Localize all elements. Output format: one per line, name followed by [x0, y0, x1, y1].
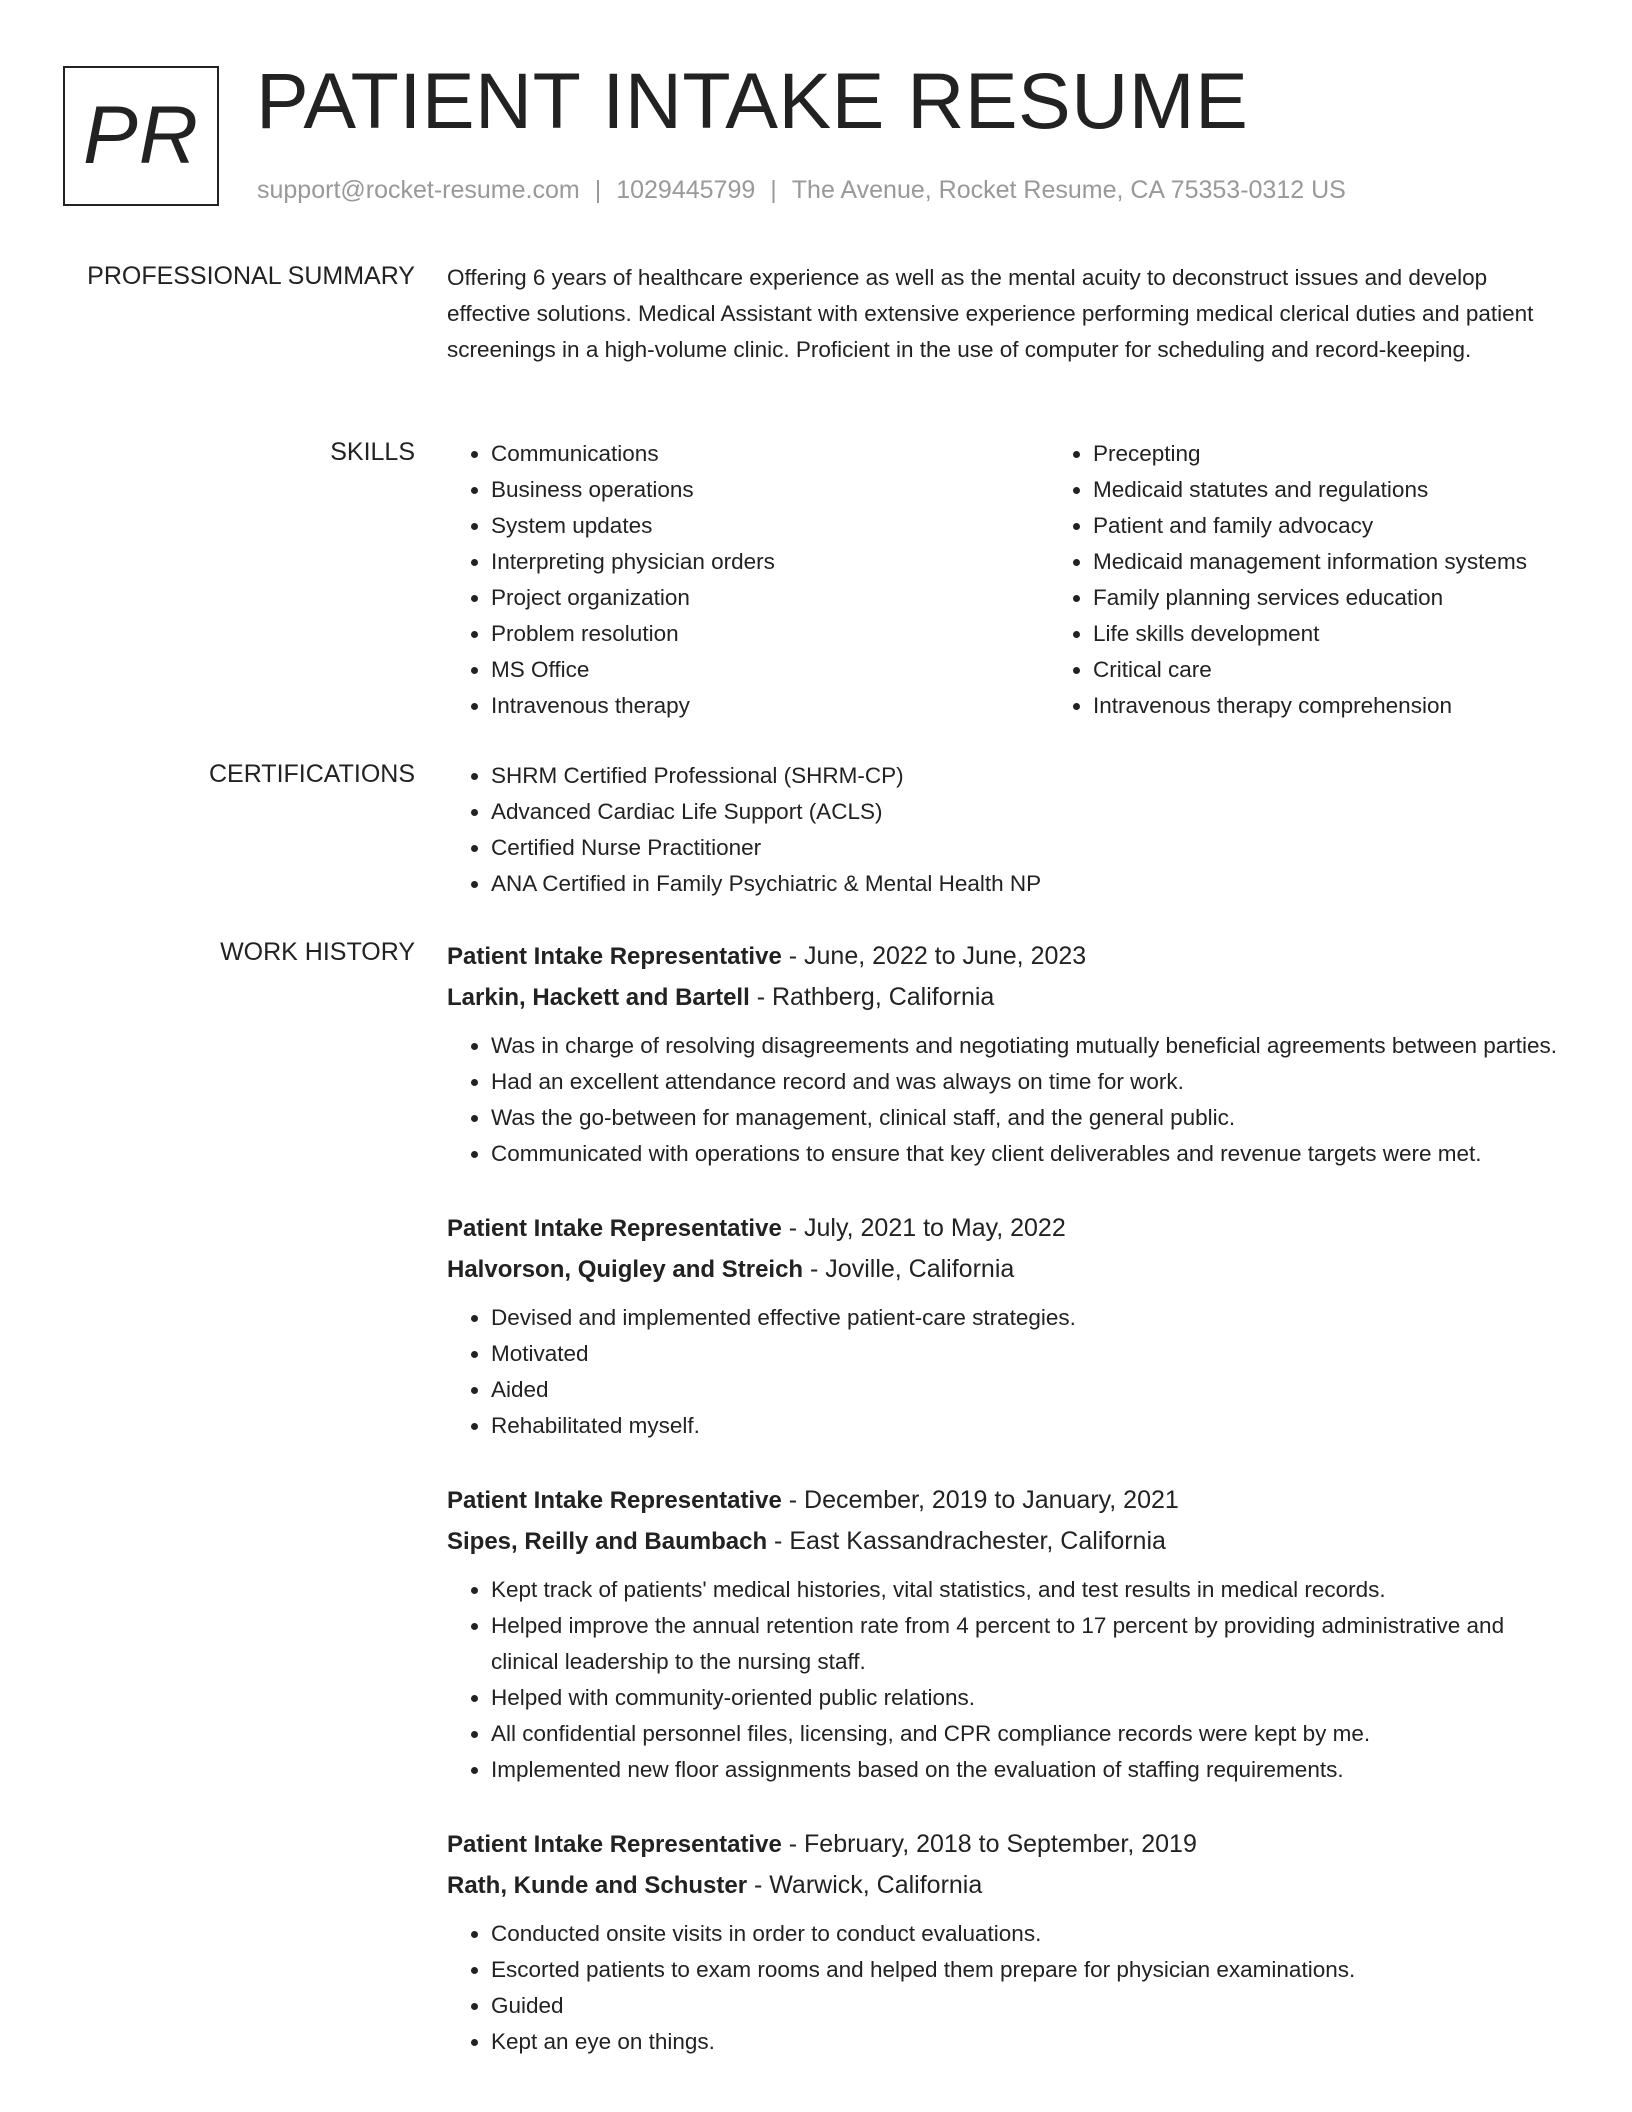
job-location: - Joville, California [803, 1255, 1015, 1283]
contact-email: support@rocket-resume.com [257, 176, 580, 204]
job-title: Patient Intake Representative [447, 1215, 782, 1242]
skill-item: • Medicaid statutes and regulations [1093, 472, 1613, 508]
job-title: Patient Intake Representative [447, 1487, 782, 1514]
job-bullets [447, 1028, 1572, 1172]
contact-separator: | [594, 176, 602, 204]
job-dates: - December, 2019 to January, 2021 [781, 1486, 1179, 1514]
resume-title: PATIENT INTAKE RESUME [256, 56, 1249, 145]
job-bullet: • Motivated [491, 1336, 1572, 1372]
work-history-content [447, 936, 1572, 2096]
skills-list-left [447, 436, 997, 724]
job-title: Patient Intake Representative [447, 1831, 782, 1858]
skill-item: • Business operations [491, 472, 997, 508]
skill-item: • Intravenous therapy comprehension [1093, 688, 1613, 724]
job-entry [447, 936, 1572, 1172]
section-label-skills: SKILLS [330, 438, 415, 466]
job-bullet: • Devised and implemented effective patient-care strategies. [491, 1300, 1572, 1336]
skills-list-right [997, 436, 1613, 724]
certification-item: • SHRM Certified Professional (SHRM-CP) [491, 758, 1572, 794]
summary-text: Offering 6 years of healthcare experience as well as the mental acuity to deconstruct issues and develop effective solutions. Medical Assistant with extensive experience performing medical clerical duties and patient screenings in a high-volume clinic. Proficient in the use of computer for scheduling and record-keeping. [447, 265, 1534, 362]
job-bullet: • Guided [491, 1988, 1572, 2024]
job-bullets [447, 1916, 1572, 2060]
job-bullet: • Kept an eye on things. [491, 2024, 1572, 2060]
skill-item: • Interpreting physician orders [491, 544, 997, 580]
skill-item: • Family planning services education [1093, 580, 1613, 616]
job-company-line [447, 977, 1572, 1018]
certifications-list [447, 758, 1572, 902]
job-company: Halvorson, Quigley and Streich [447, 1256, 804, 1283]
skill-item: • Communications [491, 436, 997, 472]
section-label-work-history: WORK HISTORY [220, 938, 415, 966]
job-entry [447, 1480, 1572, 1788]
skill-item: • Patient and family advocacy [1093, 508, 1613, 544]
contact-address: The Avenue, Rocket Resume, CA 75353-0312 US [791, 176, 1346, 204]
skill-item: • Precepting [1093, 436, 1613, 472]
job-title: Patient Intake Representative [447, 943, 782, 970]
job-company-line [447, 1249, 1572, 1290]
job-location: - East Kassandrachester, California [767, 1527, 1166, 1555]
job-bullet: • Communicated with operations to ensure that key client deliverables and revenue targets were met. [491, 1136, 1572, 1172]
job-bullet: • Escorted patients to exam rooms and helped them prepare for physician examinations. [491, 1952, 1572, 1988]
job-bullet: • Kept track of patients' medical histories, vital statistics, and test results in medical records. [491, 1572, 1572, 1608]
job-company: Rath, Kunde and Schuster [447, 1872, 748, 1899]
job-bullets [447, 1572, 1572, 1788]
certification-item: • Certified Nurse Practitioner [491, 830, 1572, 866]
job-entry [447, 1208, 1572, 1444]
skill-item: • MS Office [491, 652, 997, 688]
contact-separator: | [770, 176, 777, 204]
skill-item: • Medicaid management information systems [1093, 544, 1613, 580]
job-location: - Rathberg, California [749, 983, 995, 1011]
skill-item: • System updates [491, 508, 997, 544]
summary-content [447, 260, 1572, 368]
skill-item: • Problem resolution [491, 616, 997, 652]
job-bullet: • Helped improve the annual retention rate from 4 percent to 17 percent by providing administrative and clinical leadership to the nursing staff. [491, 1608, 1572, 1680]
job-title-line [447, 936, 1572, 977]
job-bullet: • Had an excellent attendance record and was always on time for work. [491, 1064, 1572, 1100]
job-company-line [447, 1865, 1572, 1906]
job-bullet: • All confidential personnel files, licensing, and CPR compliance records were kept by me. [491, 1716, 1572, 1752]
contact-line [257, 174, 1346, 206]
job-company: Sipes, Reilly and Baumbach [447, 1528, 768, 1555]
job-dates: - July, 2021 to May, 2022 [781, 1214, 1066, 1242]
job-bullet: • Was the go-between for management, clinical staff, and the general public. [491, 1100, 1572, 1136]
job-title-line [447, 1480, 1572, 1521]
job-bullet: • Rehabilitated myself. [491, 1408, 1572, 1444]
initials-monogram: PR [63, 66, 219, 206]
job-bullet: • Was in charge of resolving disagreements and negotiating mutually beneficial agreements between parties. [491, 1028, 1572, 1064]
certification-item: • Advanced Cardiac Life Support (ACLS) [491, 794, 1572, 830]
section-label-certifications: CERTIFICATIONS [208, 760, 415, 788]
job-dates: - June, 2022 to June, 2023 [781, 942, 1087, 970]
job-bullet: • Implemented new floor assignments based on the evaluation of staffing requirements. [491, 1752, 1572, 1788]
job-title-line [447, 1824, 1572, 1865]
job-bullet: • Conducted onsite visits in order to conduct evaluations. [491, 1916, 1572, 1952]
skill-item: • Critical care [1093, 652, 1613, 688]
skill-item: • Project organization [491, 580, 997, 616]
job-company-line [447, 1521, 1572, 1562]
skill-item: • Life skills development [1093, 616, 1613, 652]
job-entry [447, 1824, 1572, 2060]
job-bullet: • Helped with community-oriented public relations. [491, 1680, 1572, 1716]
job-bullets [447, 1300, 1572, 1444]
skill-item: • Intravenous therapy [491, 688, 997, 724]
certifications-content [447, 758, 1572, 902]
skills-content [447, 436, 1572, 724]
certification-item: • ANA Certified in Family Psychiatric & Mental Health NP [491, 866, 1572, 902]
job-bullet: • Aided [491, 1372, 1572, 1408]
job-company: Larkin, Hackett and Bartell [447, 984, 750, 1011]
job-location: - Warwick, California [747, 1871, 983, 1899]
job-title-line [447, 1208, 1572, 1249]
contact-phone: 1029445799 [616, 176, 756, 204]
job-dates: - February, 2018 to September, 2019 [781, 1830, 1197, 1858]
section-label-summary: PROFESSIONAL SUMMARY [87, 262, 415, 290]
